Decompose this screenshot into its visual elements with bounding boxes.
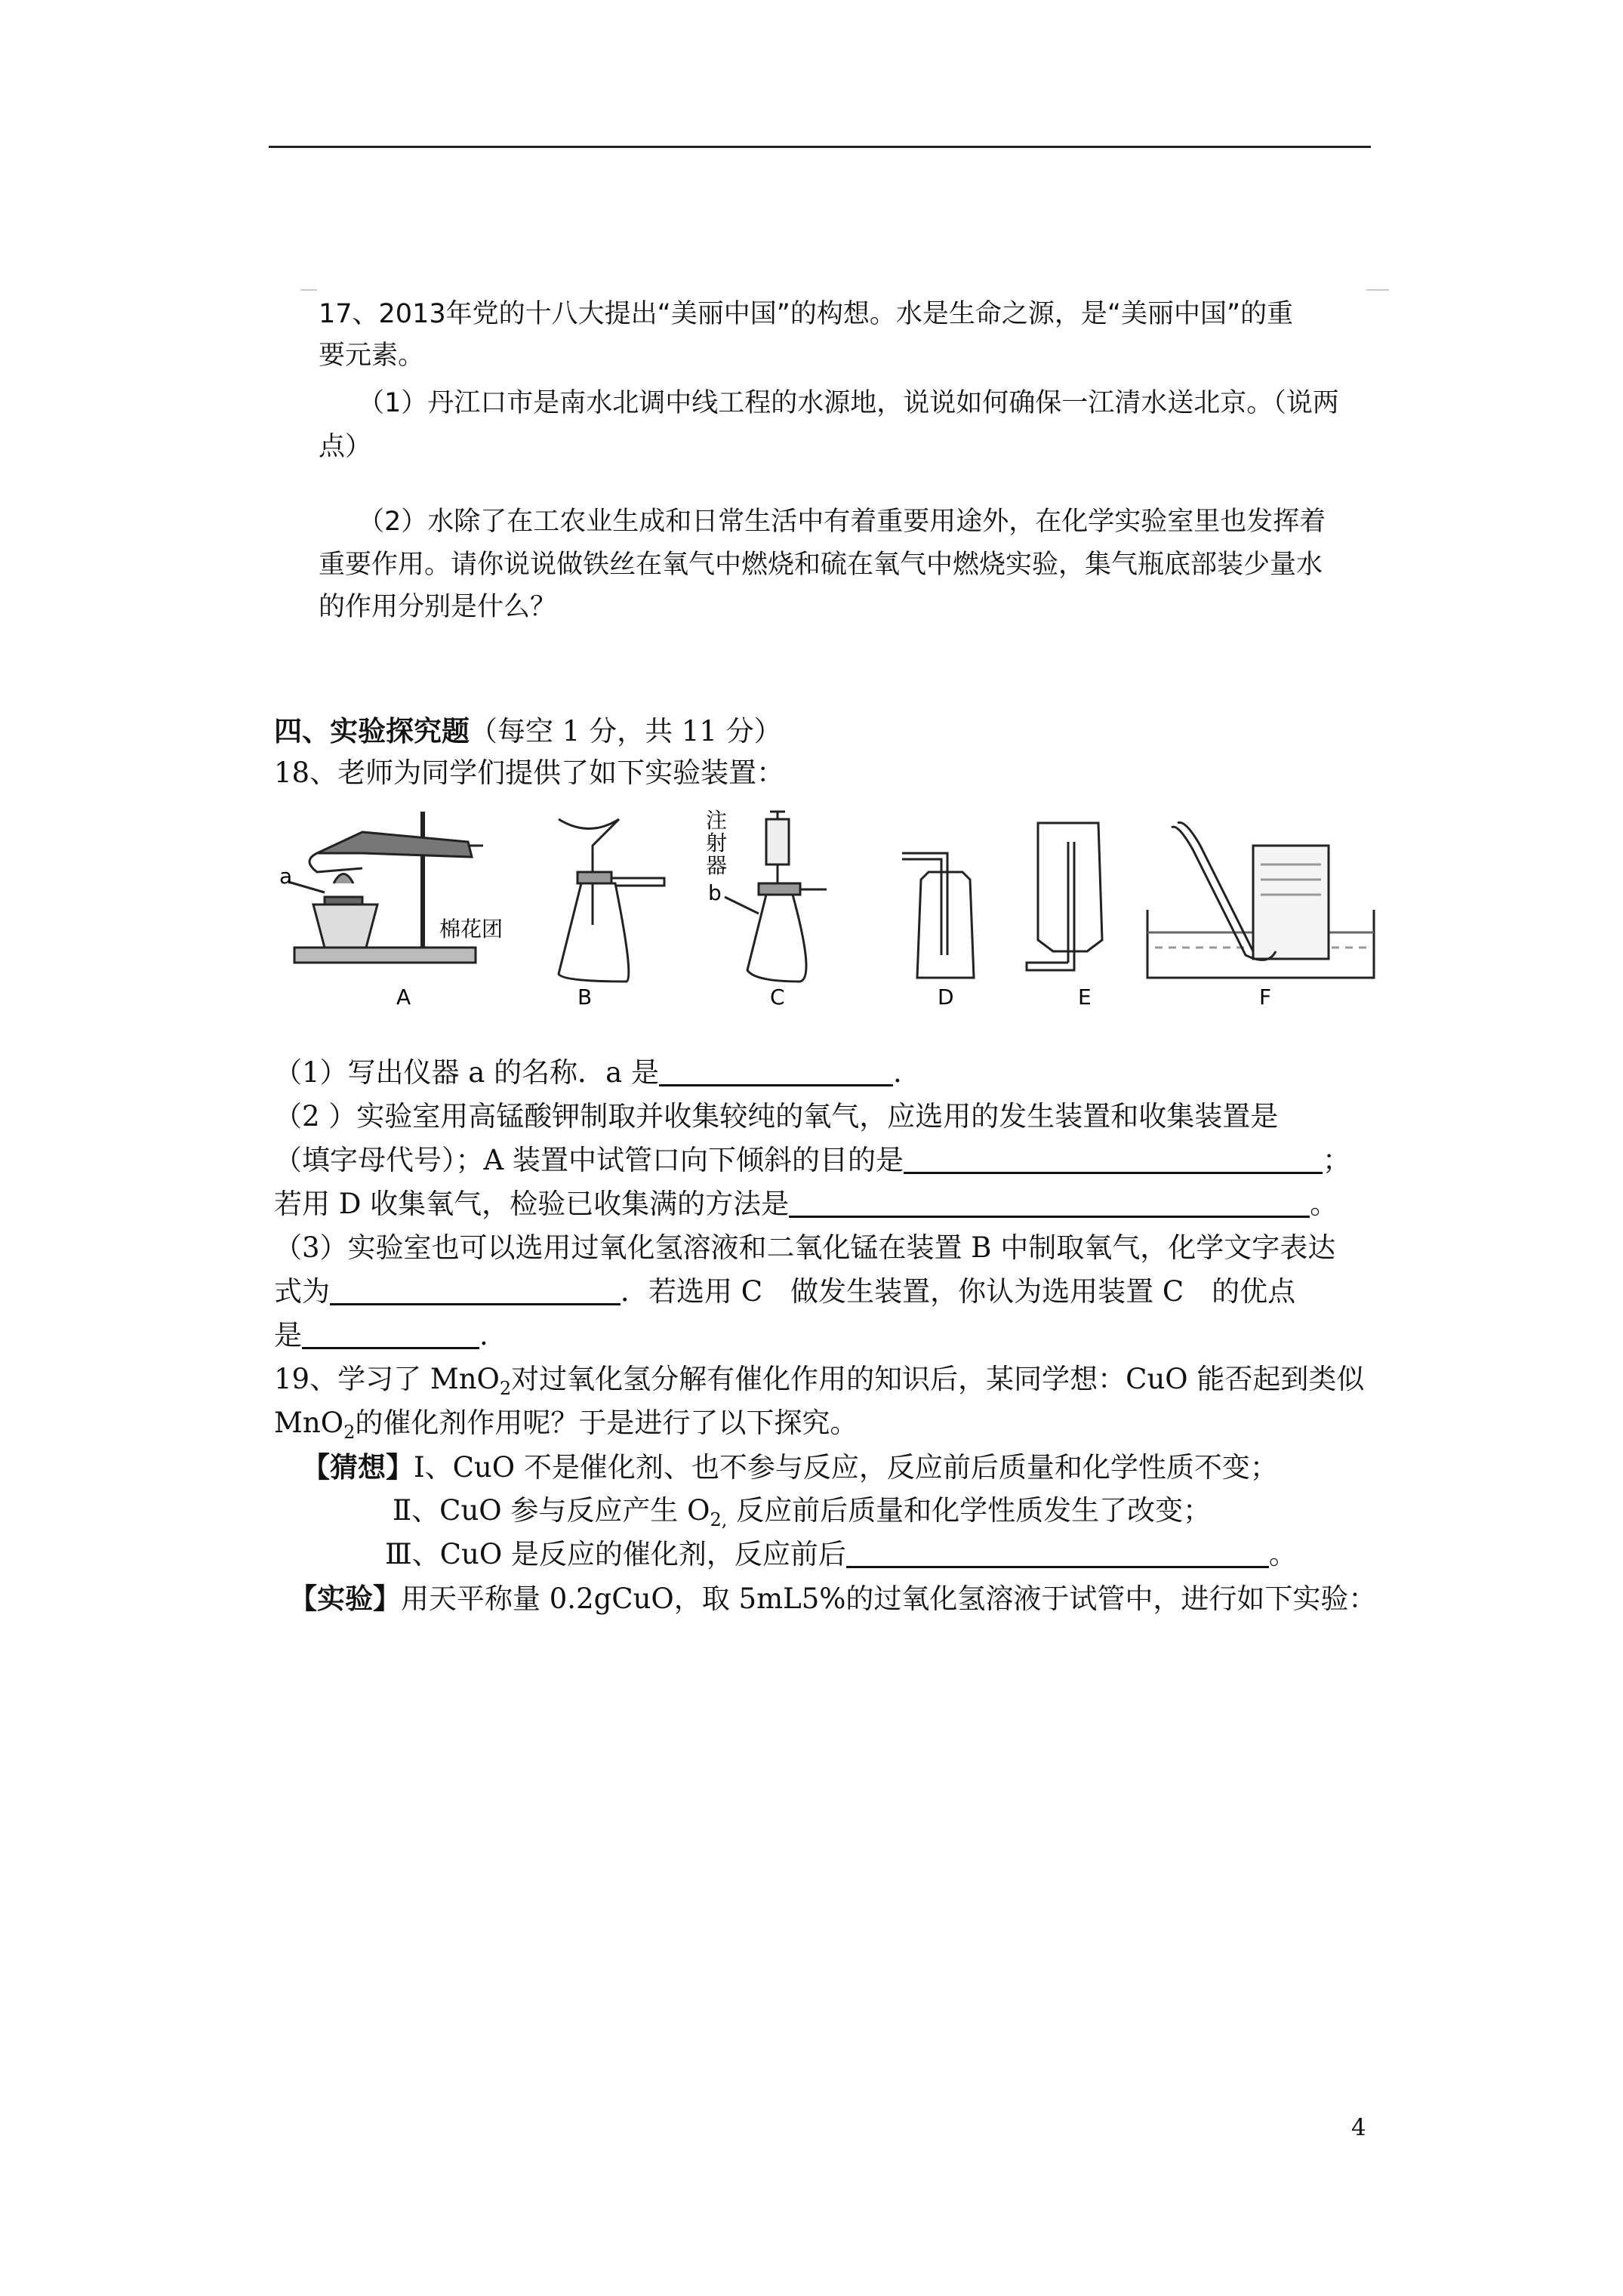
answer-blank[interactable] (302, 1321, 479, 1349)
section-4-title: 四、实验探究题 (274, 714, 470, 747)
q17-line1: 17、2013年党的十八大提出“美丽中国”的构想。水是生命之源，是“美丽中国”的重 (319, 299, 1294, 329)
apparatus-c (725, 812, 827, 982)
q19-line2-subscript: 2 (343, 1422, 356, 1443)
q18-part2-line3 (274, 1188, 1338, 1220)
section-4-heading (274, 715, 782, 747)
q19-guess-2-b: 反应前后质量和化学性质发生了改变； (727, 1494, 1212, 1527)
q19-experiment-text: 用天平称量 0.2gCuO，取 5mL5%的过氧化氢溶液于试管中，进行如下实验： (401, 1583, 1377, 1615)
panel-letter-f: F (1259, 985, 1272, 1009)
scan-corner-mark (1366, 289, 1389, 291)
q19-line1-a: 19、学习了 MnO (274, 1363, 500, 1395)
q19-guess-2 (393, 1495, 1211, 1536)
q19-guess-3-text: Ⅲ、CuO 是反应的催化剂，反应前后 (385, 1538, 846, 1570)
panel-letter-b: B (577, 985, 593, 1009)
q19-guess-3-end: 。 (1268, 1538, 1297, 1570)
apparatus-f (1147, 822, 1374, 978)
apparatus-e (1027, 823, 1102, 970)
apparatus-b (559, 819, 664, 982)
q17-part1-line1: （1）丹江口市是南水北调中线工程的水源地，说说如何确保一江清水送北京。（说两 (358, 388, 1339, 418)
panel-letter-a: A (396, 985, 411, 1009)
section-4-scoring: （每空 1 分，共 11 分） (470, 715, 782, 747)
q18-part3-line2-a: 式为 (274, 1275, 330, 1308)
answer-blank[interactable] (789, 1190, 1310, 1218)
panel-letter-d: D (938, 985, 954, 1009)
q18-part2-line3-text: 若用 D 收集氧气，检验已收集满的方法是 (274, 1188, 790, 1220)
q17-part2-line1: （2）水除了在工农业生成和日常生活中有着重要用途外，在化学实验室里也发挥着 (358, 507, 1326, 537)
q19-line2-b: 的催化剂作用呢？于是进行了以下探究。 (355, 1407, 858, 1439)
label-a: a (279, 864, 293, 889)
label-b: b (708, 880, 722, 905)
q19-line1 (274, 1364, 1364, 1404)
panel-letter-e: E (1078, 985, 1092, 1009)
q19-guess-3 (385, 1539, 1297, 1570)
page-number: 4 (1351, 2114, 1366, 2141)
q19-line2 (274, 1407, 858, 1448)
q19-guess-label: 【猜想】 (302, 1450, 414, 1484)
q18-part3-line3-end: . (479, 1319, 488, 1351)
q18-part1-text: （1）写出仪器 a 的名称．a 是 (274, 1056, 659, 1089)
label-injector-3: 器 (706, 853, 728, 878)
q19-line2-a: MnO (274, 1407, 344, 1439)
label-cotton: 棉花团 (439, 917, 504, 942)
q18-part2-line2-end: ； (1322, 1144, 1350, 1176)
answer-blank[interactable] (846, 1540, 1269, 1568)
q17-line2: 要元素。 (319, 341, 425, 371)
answer-blank[interactable] (330, 1277, 621, 1305)
q18-part2-line1: （2 ）实验室用高锰酸钾制取并收集较纯的氧气，应选用的发生装置和收集装置是 (274, 1100, 1279, 1133)
q17-part1-line2: 点） (319, 432, 372, 462)
q18-part2-line2 (274, 1145, 1350, 1176)
q18-part2-line3-end: 。 (1310, 1188, 1338, 1220)
q18-part3-line2 (274, 1276, 1295, 1308)
q18-intro: 18、老师为同学们提供了如下实验装置： (274, 757, 785, 789)
q19-line1-b: 对过氧化氢分解有催化作用的知识后，某同学想：CuO 能否起到类似 (511, 1363, 1365, 1395)
q19-experiment-label: 【实验】 (289, 1582, 401, 1615)
q18-part2-line2-text: （填字母代号）；A 装置中试管口向下倾斜的目的是 (274, 1144, 904, 1176)
q18-part1 (274, 1057, 902, 1089)
panel-letter-c: C (770, 985, 785, 1009)
q18-part3-line2-b: ．若选用 C 做发生装置，你认为选用装置 C 的优点 (621, 1275, 1296, 1308)
q19-guess-2-a: Ⅱ、CuO 参与反应产生 O (393, 1494, 710, 1527)
answer-blank[interactable] (904, 1146, 1323, 1174)
header-rule (269, 146, 1371, 148)
q17-part2-line2: 重要作用。请你说说做铁丝在氧气中燃烧和硫在氧气中燃烧实验，集气瓶底部装少量水 (319, 550, 1323, 580)
scan-corner-mark (300, 289, 317, 291)
q19-guess-2-subscript: 2, (710, 1509, 728, 1530)
answer-blank[interactable] (659, 1059, 893, 1086)
label-injector-2: 射 (706, 831, 728, 855)
q19-line1-subscript: 2 (499, 1378, 512, 1399)
q18-part3-line3-a: 是 (274, 1319, 302, 1351)
q17-part2-line3: 的作用分别是什么？ (319, 592, 557, 622)
q19-guess-1 (302, 1451, 1278, 1484)
q19-guess-1-text: Ⅰ、CuO 不是催化剂、也不参与反应，反应前后质量和化学性质不变； (414, 1451, 1278, 1484)
apparatus-figure (272, 800, 1397, 1012)
apparatus-d (902, 853, 974, 978)
label-injector-1: 注 (706, 808, 728, 833)
q18-part1-end: . (892, 1056, 902, 1089)
q19-experiment (289, 1583, 1376, 1615)
q18-part3-line1: （3）实验室也可以选用过氧化氢溶液和二氧化锰在装置 B 中制取氧气，化学文字表达 (274, 1231, 1336, 1264)
q18-part3-line3 (274, 1320, 488, 1351)
